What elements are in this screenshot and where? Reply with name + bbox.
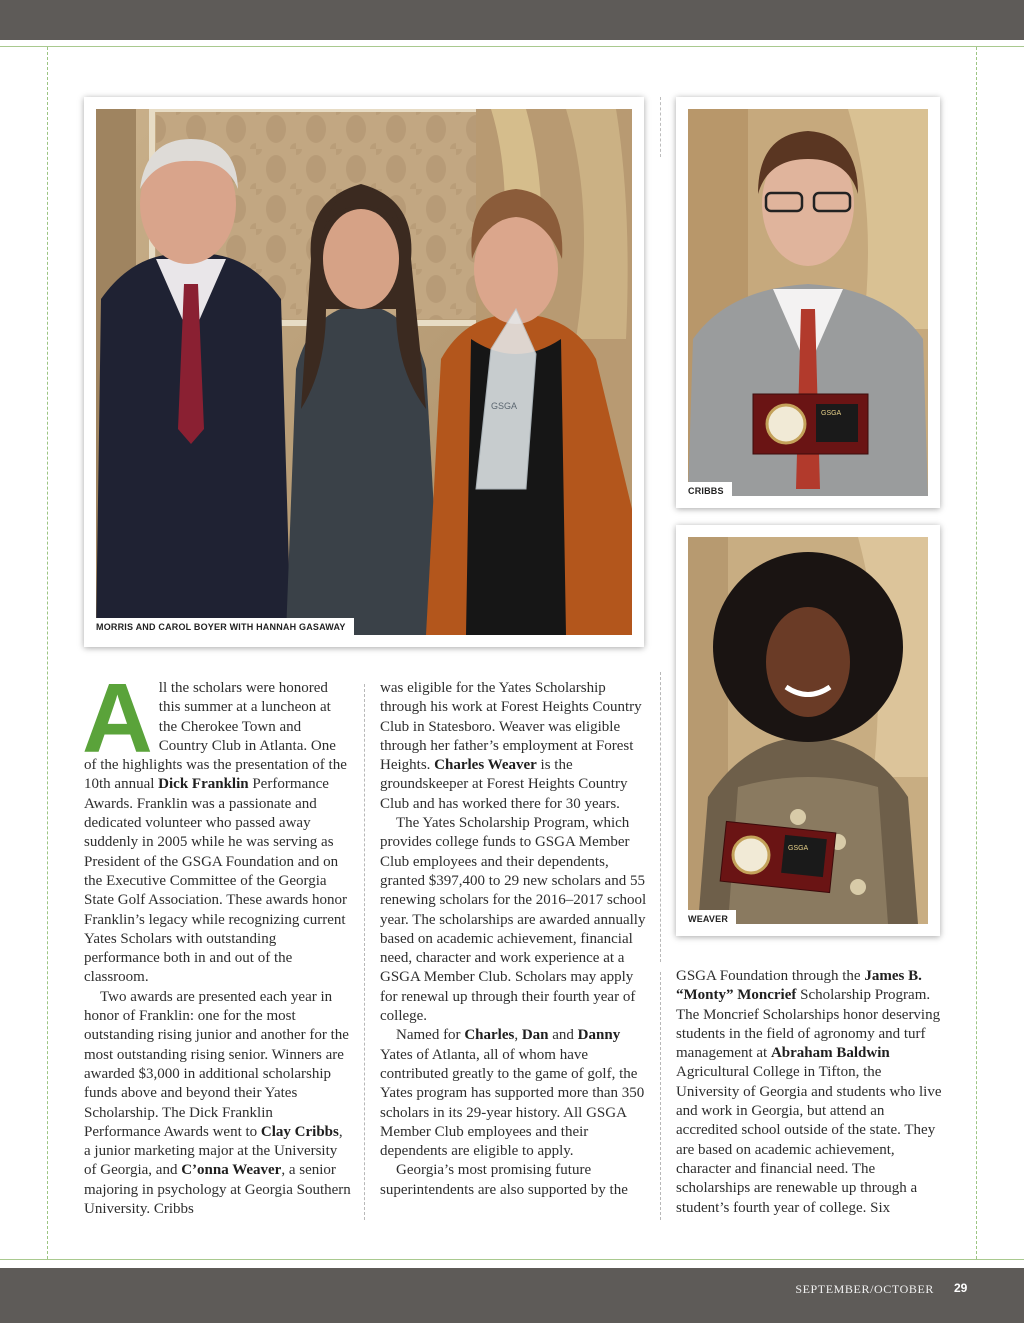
paragraph-text: and [548, 1027, 578, 1044]
bold-name: Danny [577, 1027, 621, 1044]
article-paragraph [380, 679, 648, 814]
weaver-photo-frame [676, 525, 940, 936]
paragraph-text: Named for [396, 1027, 465, 1044]
paragraph-text: GSGA Foundation through the [676, 968, 865, 984]
bottom-rule [0, 1259, 1024, 1260]
article-column-3 [676, 967, 944, 1218]
photo-divider-rule [660, 97, 661, 157]
paragraph-text: ll the scholars were honored this summer at a luncheon at the Cherokee Town and Country Club in Atlanta. One of the highlights was the presentation of the 10th annual [84, 680, 347, 793]
paragraph-text: is the groundskeeper at Forest Heights Country Club and has worked there for 30 years. [380, 757, 628, 812]
main-photo-frame [84, 97, 644, 647]
bold-name: James B. “Monty” Moncrief [676, 968, 922, 1004]
bold-name: Charles Weaver [434, 757, 537, 774]
column-divider-2b [660, 972, 661, 1220]
paragraph-text: Yates of Atlanta, all of whom have contributed greatly to the game of golf, the Yates program has supported more than 350 scholars in its 29-year history. All GSGA Member Club employees and their dependents are eligible to apply. [380, 1046, 645, 1160]
bold-name: Clay Cribbs [260, 1123, 339, 1140]
top-rule [0, 46, 1024, 47]
article-paragraph [380, 1026, 648, 1161]
article-column-2 [380, 679, 648, 1200]
main-photo-caption: MORRIS AND CAROL BOYER WITH HANNAH GASAWAY [84, 618, 354, 636]
paragraph-text: The Yates Scholarship Program, which provides college funds to GSGA Member Club employees and their dependents, granted $397,400 to 29 new scholars and 55 renewing scholars for the 2016–2017 school year. The scholarships are awarded annually based on academic achievement, financial need, character and work experience at a GSGA Member Club. Scholars may apply for renewal up through their fourth year of college. [380, 815, 647, 1025]
paragraph-text: , a junior marketing major at the University of Georgia, and [84, 1123, 343, 1179]
drop-cap: A [82, 663, 153, 773]
paragraph-text: Georgia’s most promising future superintendents are also supported by the [380, 1162, 628, 1198]
column-divider-1 [364, 684, 365, 1220]
article-paragraph [380, 1161, 648, 1200]
issue-label: SEPTEMBER/OCTOBER [795, 1282, 934, 1296]
cribbs-plaque-logo: GSGA [821, 410, 842, 417]
bold-name: Abraham Baldwin [770, 1045, 890, 1062]
left-margin-rule [47, 47, 48, 1259]
article-paragraph [676, 967, 944, 1218]
bold-name: C’onna Weaver [181, 1162, 282, 1179]
paragraph-text: was eligible for the Yates Scholarship through his work at Forest Heights Country Club in Statesboro. Weaver was eligible through her father’s employment at Forest Heights. [380, 680, 642, 774]
column-divider-2 [660, 672, 661, 962]
group-photo [96, 109, 632, 635]
article-paragraph [380, 814, 648, 1026]
bold-name: Charles [464, 1027, 515, 1044]
cribbs-photo-frame [676, 97, 940, 508]
paragraph-text: Performance Awards. Franklin was a passionate and dedicated volunteer who passed away suddenly in 2005 while he was serving as President of the GSGA Foundation and on the Executive Committee of the Georgia State Golf Association. These awards honor Franklin’s legacy while recognizing current Yates Scholars with outstanding performance both in and out of the classroom. [84, 776, 348, 986]
weaver-photo [688, 537, 928, 924]
paragraph-text: , a senior majoring in psychology at Georgia Southern University. Cribbs [84, 1162, 351, 1218]
paragraph-text: Agricultural College in Tifton, the University of Georgia and students who live and work in Georgia, but attend an accredited school outside of the state. They are based on academic achievement, character and financial need. The scholarships are renewable up through a student’s fourth year of college. Six [676, 1064, 942, 1216]
paragraph-text: Scholarship Program. The Moncrief Scholarships honor deserving students in the field of agronomy and turf management at [676, 987, 941, 1062]
weaver-plaque-logo: GSGA [788, 845, 809, 852]
cribbs-caption: CRIBBS [676, 482, 732, 500]
weaver-caption: WEAVER [676, 910, 736, 928]
paragraph-text: Two awards are presented each year in honor of Franklin: one for the most outstanding rising junior and another for the most outstanding rising senior. Winners are awarded $3,000 in additional scholarship funds above and beyond their Yates Scholarship. The Dick Franklin Performance Awards went to [84, 988, 349, 1140]
article-column-1 [82, 663, 352, 1219]
page-number: 29 [954, 1281, 968, 1295]
right-margin-rule [976, 47, 977, 1259]
bold-name: Dan [521, 1027, 549, 1044]
cribbs-photo [688, 109, 928, 496]
paragraph-text: , [514, 1027, 522, 1044]
bold-name: Dick Franklin [158, 776, 249, 793]
article-paragraph [84, 988, 352, 1220]
trophy-logo-text: GSGA [491, 401, 518, 411]
top-band [0, 0, 1024, 40]
